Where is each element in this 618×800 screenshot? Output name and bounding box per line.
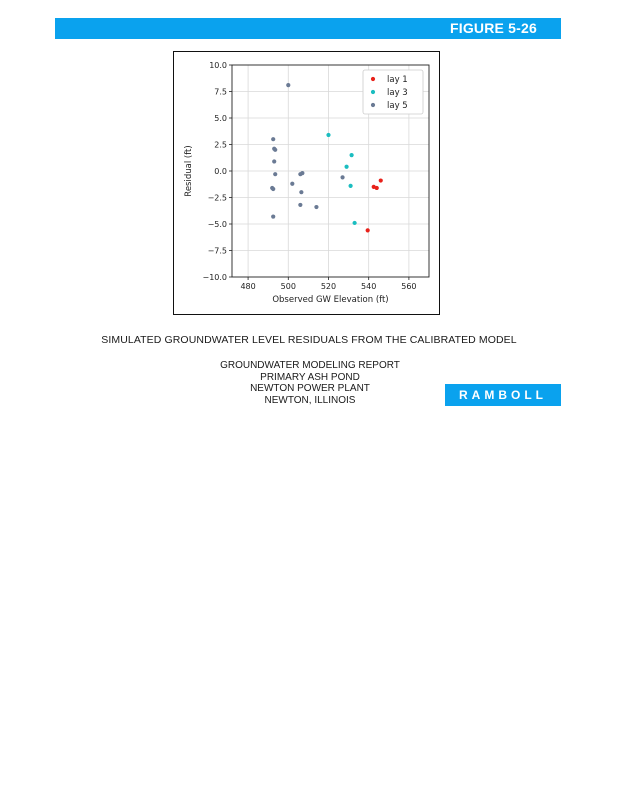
y-tick-label: 0.0 [214, 167, 227, 176]
data-point [314, 205, 318, 209]
legend-label: lay 5 [387, 101, 408, 111]
data-point [344, 165, 348, 169]
data-point [350, 153, 354, 157]
data-point [326, 133, 330, 137]
data-point [271, 137, 275, 141]
data-point [286, 83, 290, 87]
data-point [300, 171, 304, 175]
legend-label: lay 1 [387, 75, 408, 85]
x-tick-label: 560 [401, 282, 417, 291]
y-tick-label: 5.0 [214, 114, 227, 123]
x-tick-label: 500 [280, 282, 296, 291]
plant-name: NEWTON POWER PLANT [250, 383, 370, 394]
y-tick-label: 2.5 [214, 140, 227, 150]
report-info [190, 360, 430, 406]
figure-caption: SIMULATED GROUNDWATER LEVEL RESIDUALS FROM THE CALIBRATED MODEL [101, 334, 517, 346]
y-tick-label: 7.5 [214, 87, 227, 97]
data-point [375, 186, 379, 190]
report-title: GROUNDWATER MODELING REPORT [220, 360, 400, 371]
data-point [349, 184, 353, 188]
data-point [290, 182, 294, 186]
legend-label: lay 3 [387, 88, 408, 98]
data-point [271, 187, 275, 191]
data-point [340, 175, 344, 179]
data-point [272, 159, 276, 163]
ramboll-logo: RAMBOLL [445, 384, 561, 406]
y-axis-label: Residual (ft) [184, 145, 194, 197]
x-tick-label: 520 [320, 282, 337, 291]
data-point [299, 190, 303, 194]
legend-marker [371, 90, 375, 94]
data-point [271, 214, 275, 218]
y-tick-label: −5.0 [207, 220, 227, 229]
y-tick-label: −10.0 [202, 273, 227, 282]
location: NEWTON, ILLINOIS [264, 394, 356, 406]
x-tick-label: 480 [240, 282, 256, 291]
scatter-chart [174, 52, 438, 313]
y-tick-label: 10.0 [209, 61, 227, 70]
data-point [272, 147, 276, 151]
chart-frame [173, 51, 440, 315]
figure-number: FIGURE 5-26 [450, 20, 537, 36]
y-tick-label: −7.5 [207, 246, 227, 256]
figure-header-bar [55, 18, 561, 39]
data-point [298, 203, 302, 207]
x-tick-label: 540 [361, 282, 377, 291]
data-point [379, 178, 383, 182]
legend-marker [371, 77, 375, 81]
data-point [366, 228, 370, 232]
site-name: PRIMARY ASH POND [260, 371, 360, 383]
data-point [273, 172, 277, 176]
y-tick-label: −2.5 [207, 193, 227, 203]
legend-marker [371, 103, 375, 107]
data-point [353, 221, 357, 225]
x-axis-label: Observed GW Elevation (ft) [272, 295, 389, 305]
